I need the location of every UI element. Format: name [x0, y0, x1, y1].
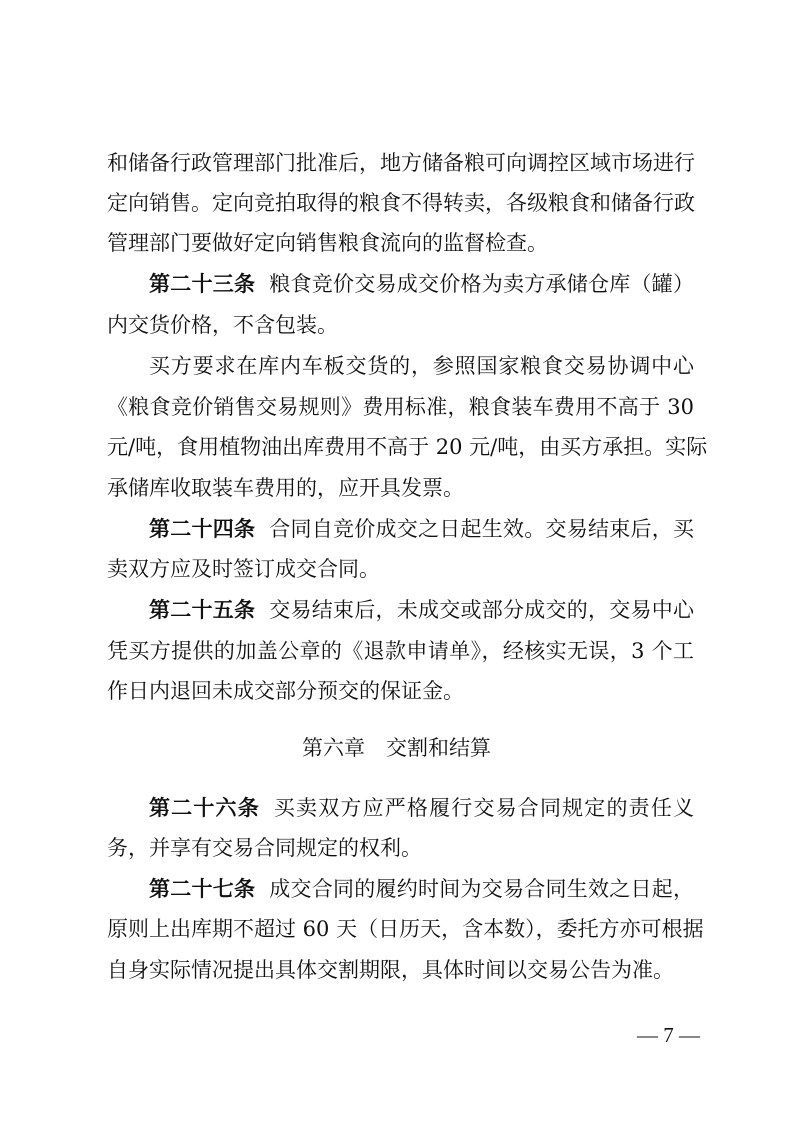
article-27-first-line: [149, 874, 694, 904]
chapter-heading: 第六章 交割和结算: [302, 736, 491, 760]
paragraph-line: 定向销售。定向竞拍取得的粮食不得转卖，各级粮食和储备行政: [107, 191, 695, 215]
paragraph-line: 作日内退回未成交部分预交的保证金。: [107, 679, 464, 703]
paragraph-line: 自身实际情况提出具体交割期限，具体时间以交易公告为准。: [107, 958, 674, 982]
paragraph-line: 凭买方提供的加盖公章的《退款申请单》，经核实无误，3 个工: [107, 639, 694, 663]
page-number: — 7 —: [637, 1023, 700, 1047]
paragraph-line: 务，并享有交易合同规定的权利。: [107, 836, 422, 860]
article-heading: 第二十五条: [149, 598, 256, 622]
article-26-first-line: [149, 793, 694, 823]
paragraph-line: 买方要求在库内车板交货的，参照国家粮食交易协调中心: [149, 354, 694, 378]
article-text: 粮食竞价交易成交价格为卖方承储仓库（罐）: [269, 272, 694, 296]
article-heading: 第二十四条: [149, 517, 256, 541]
paragraph-line: 原则上出库期不超过 60 天（日历天，含本数），委托方亦可根据: [107, 917, 704, 941]
article-heading: 第二十三条: [149, 272, 256, 296]
article-24-first-line: [149, 514, 694, 544]
article-heading: 第二十七条: [149, 877, 256, 901]
paragraph-line: 内交货价格，不含包装。: [107, 313, 338, 337]
article-text: 合同自竞价成交之日起生效。交易结束后，买: [269, 517, 694, 541]
article-heading: 第二十六条: [149, 796, 260, 820]
paragraph-line: 承储库收取装车费用的，应开具发票。: [107, 476, 464, 500]
article-text: 买卖双方应严格履行交易合同规定的责任义: [273, 796, 695, 820]
paragraph-line: 《粮食竞价销售交易规则》费用标准，粮食装车费用不高于 30: [107, 395, 694, 419]
paragraph-line: 元/吨，食用植物油出库费用不高于 20 元/吨，由买方承担。实际: [107, 435, 708, 459]
article-23-first-line: [149, 269, 694, 299]
paragraph-line: 管理部门要做好定向销售粮食流向的监督检查。: [107, 231, 548, 255]
article-text: 成交合同的履约时间为交易合同生效之日起，: [269, 877, 694, 901]
paragraph-line: 卖双方应及时签订成交合同。: [107, 557, 380, 581]
paragraph-line: 和储备行政管理部门批准后，地方储备粮可向调控区域市场进行: [107, 151, 695, 175]
article-25-first-line: [149, 595, 694, 625]
article-text: 交易结束后，未成交或部分成交的，交易中心: [269, 598, 694, 622]
